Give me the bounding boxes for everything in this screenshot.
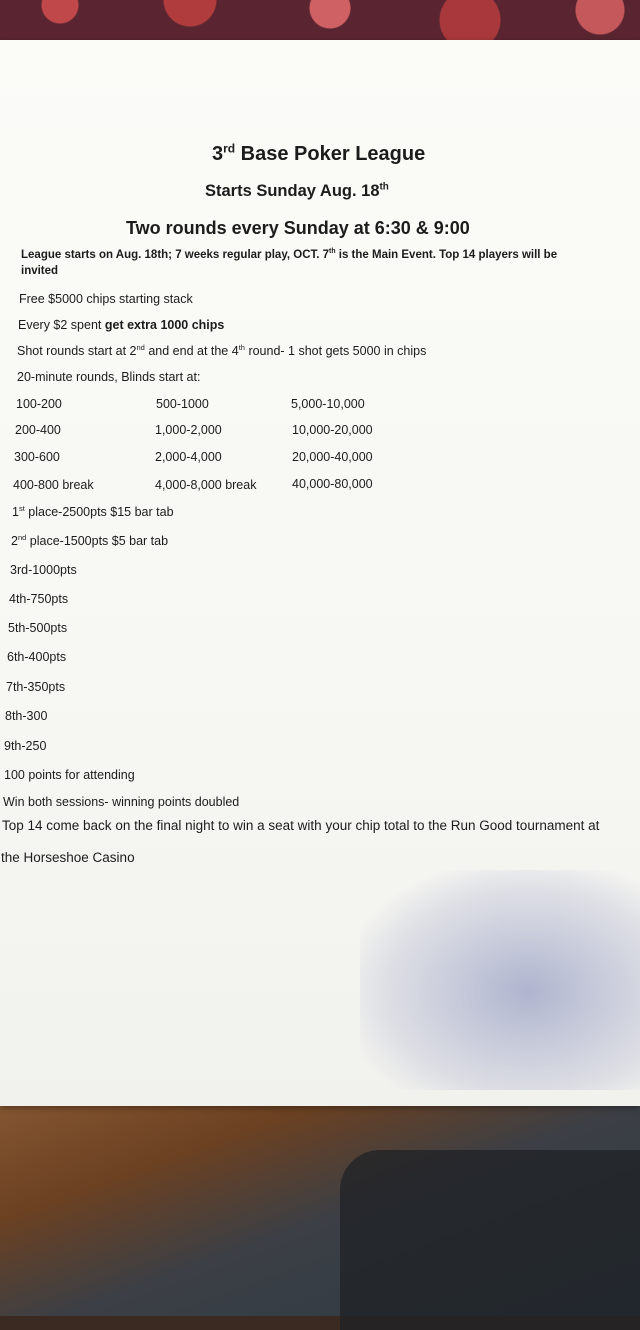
league-info-line2: invited	[21, 265, 59, 277]
extra-chips-text: Every $2 spent get extra 1000 chips	[18, 318, 225, 332]
blind-cell: 10,000-20,000	[292, 423, 373, 437]
shadow-glare	[360, 870, 640, 1090]
blind-cell: 2,000-4,000	[155, 450, 222, 464]
win-both-text: Win both sessions- winning points doubled	[3, 795, 240, 809]
blind-cell: 20,000-40,000	[292, 450, 373, 464]
start-date-heading: Starts Sunday Aug. 18th	[205, 181, 389, 200]
place-item: 8th-300	[5, 709, 48, 723]
shot-rounds-text: Shot rounds start at 2nd and end at the 4th round- 1 shot gets 5000 in chips	[17, 342, 427, 358]
blind-cell: 4,000-8,000 break	[155, 478, 257, 492]
place-item: 6th-400pts	[7, 650, 67, 664]
place-item: 5th-500pts	[8, 621, 68, 635]
schedule-heading: Two rounds every Sunday at 6:30 & 9:00	[126, 218, 470, 238]
place-item: 4th-750pts	[9, 592, 69, 606]
blinds-intro-text: 20-minute rounds, Blinds start at:	[17, 370, 201, 384]
free-chips-text: Free $5000 chips starting stack	[19, 292, 193, 306]
top14-text-line1: Top 14 come back on the final night to win a seat with your chip total to the Run Good tournament at	[2, 818, 600, 833]
flyer-paper	[0, 40, 640, 1106]
place-item: 3rd-1000pts	[10, 563, 77, 577]
place-first: 1st place-2500pts $15 bar tab	[12, 503, 174, 519]
blind-cell: 100-200	[16, 397, 62, 411]
floor-shadow	[340, 1150, 640, 1330]
blind-cell: 40,000-80,000	[292, 477, 373, 491]
blind-cell: 400-800 break	[13, 478, 94, 492]
page-title: 3rd Base Poker League	[212, 141, 426, 165]
blind-cell: 300-600	[14, 450, 60, 464]
attending-points-text: 100 points for attending	[4, 768, 135, 782]
blind-cell: 500-1000	[156, 397, 209, 411]
blind-cell: 200-400	[15, 423, 61, 437]
blind-cell: 5,000-10,000	[291, 397, 365, 411]
place-item: 7th-350pts	[6, 680, 66, 694]
blind-cell: 1,000-2,000	[155, 423, 222, 437]
place-second: 2nd place-1500pts $5 bar tab	[11, 532, 169, 548]
league-info-line1: League starts on Aug. 18th; 7 weeks regular play, OCT. 7th is the Main Event. Top 14 players will be	[21, 248, 558, 261]
top14-text-line2: the Horseshoe Casino	[1, 850, 135, 865]
place-item: 9th-250	[4, 739, 47, 753]
